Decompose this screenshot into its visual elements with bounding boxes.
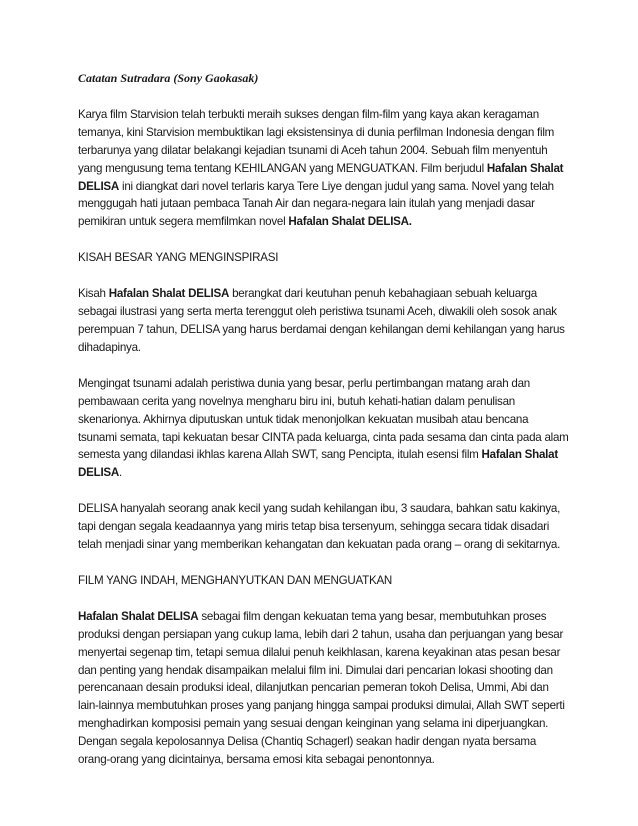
paragraph-produksi (78, 608, 570, 769)
paragraph-delisa (78, 500, 570, 554)
text-run: ini diangkat dari novel terlaris karya Tere Liye dengan judul yang sama. Novel yang telah menggugah hati jutaan pembaca Tanah Air dan negara-negara lain itulah yang menjadi dasar pemikiran untuk segera memfilmkan novel (78, 179, 554, 229)
text-run: Mengingat tsunami adalah peristiwa dunia yang besar, perlu pertimbangan matang arah dan pembawaan cerita yang novelnya mengharu biru ini, butuh kehati-hatian dalam penulisan skenarionya. Akhirnya diputuskan untuk tidak menonjolkan kekuatan musibah atau bencana tsunami semata, tapi kekuatan besar CINTA pada keluarga, cinta pada sesama dan cinta pada alam semesta yang dilandasi ikhlas karena Allah SWT, sang Pencipta, itulah esensi film (78, 376, 569, 462)
text-run: Kisah (78, 287, 109, 301)
film-title-bold: Hafalan Shalat DELISA (108, 287, 230, 301)
text-run: Karya film Starvision telah terbukti meraih sukses dengan film-film yang kaya akan keragaman temanya, kini Starvision membuktikan lagi eksistensinya di dunia perfilman Indonesia dengan film terbarunya yang dilatar belakangi kejadian tsunami di Aceh tahun 2004. Sebuah film menyentuh yang mengusung tema tentang KEHILANGAN yang MENGUATKAN. Film berjudul (78, 107, 555, 175)
intro-paragraph (78, 106, 570, 231)
film-title-bold: Hafalan Shalat DELISA. (288, 215, 412, 229)
paragraph-kisah (78, 285, 570, 357)
text-run: sebagai film dengan kekuatan tema yang besar, membutuhkan proses produksi dengan persiapan yang cukup lama, lebih dari 2 tahun, usaha dan perjuangan yang besar menyertai segenap tim, tetapi semua dilalui penuh keikhlasan, karena keyakinan atas pesan besar dan penting yang hendak disampaikan melalui film ini. Dimulai dari pencarian lokasi shooting dan perencanaan desain produksi ideal, dilanjutkan pencarian pemeran tokoh Delisa, Ummi, Abi dan lain-lainnya membutuhkan proses yang panjang hingga sampai produksi dimulai, Allah SWT seperti menghadirkan komposisi pemain yang sesuai dengan keinginan yang selama ini diperjuangkan. Dengan segala kepolosannya Delisa (Chantiq Schagerl) seakan hadir dengan nyata bersama orang-orang yang dicintainya, bersama emosi kita sebagai penontonnya. (78, 609, 565, 767)
paragraph-tsunami (78, 375, 570, 482)
section-heading-inspirasi: KISAH BESAR YANG MENGINSPIRASI (78, 251, 279, 265)
section-heading-film-indah: FILM YANG INDAH, MENGHANYUTKAN DAN MENGUATKAN (78, 573, 393, 587)
film-title-bold: Hafalan Shalat DELISA (78, 448, 558, 480)
text-run: DELISA hanyalah seorang anak kecil yang sudah kehilangan ibu, 3 saudara, bahkan satu kakinya, tapi dengan segala keadaannya yang miris tetap bisa tersenyum, sehingga secara tidak disadari telah menjadi sinar yang memberikan kehangatan dan kekuatan pada orang – orang di sekitarnya. (78, 502, 561, 552)
film-title-bold: Hafalan Shalat DELISA (78, 161, 564, 193)
document-page (78, 70, 570, 787)
text-run: berangkat dari keutuhan penuh kebahagiaan sebuah keluarga sebagai ilustrasi yang serta merta terenggut oleh peristiwa tsunami Aceh, diwakili oleh sosok anak perempuan 7 tahun, DELISA yang harus berdamai dengan kehilangan demi kehilangan yang harus dihadapinya. (78, 287, 565, 354)
film-title-bold: Hafalan Shalat DELISA (78, 609, 199, 623)
byline: Catatan Sutradara (Sony Gaokasak) (78, 71, 259, 85)
text-run: . (119, 466, 122, 480)
